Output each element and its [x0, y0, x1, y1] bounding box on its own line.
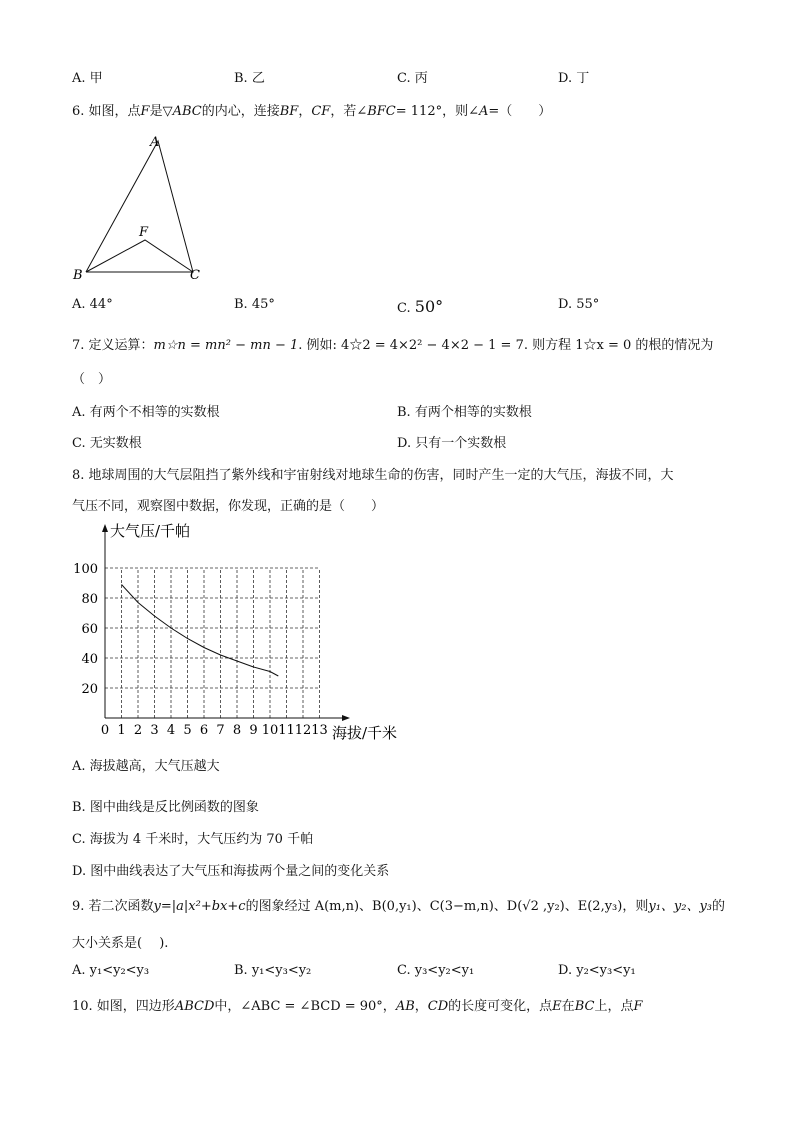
q7-stem-line1: [72, 334, 713, 353]
q6-option-c: [397, 297, 443, 316]
q5-option-b: B. 乙: [234, 71, 265, 86]
q6-option-c-value: 50°: [414, 297, 444, 316]
q6-stem-mid3: ，若∠: [330, 104, 368, 119]
q6-angle-a: A: [478, 104, 489, 119]
label-b: B: [73, 268, 83, 283]
y-axis-arrow: [102, 524, 108, 532]
x-tick-label: 3: [150, 723, 159, 738]
y-tick-label: 80: [81, 592, 98, 607]
q6-option-c-label: C.: [397, 301, 411, 316]
q6-option-d: D. 55°: [558, 297, 600, 312]
x-tick-label: 12: [294, 723, 312, 738]
q6-triangle: ▽ABC: [162, 104, 202, 119]
q10-mid2: ，: [414, 999, 428, 1014]
q8-option-a: A. 海拔越高，大气压越大: [72, 759, 220, 774]
q6-stem-mid: 是: [149, 104, 163, 119]
chart-x-label: 海拔/千米: [332, 724, 398, 742]
q10-stem: [72, 995, 642, 1014]
x-tick-label: 7: [216, 723, 225, 738]
x-tick-label: 6: [199, 723, 209, 738]
x-tick-label: 0: [100, 723, 110, 738]
x-tick-label: 8: [232, 723, 242, 738]
q8-option-b: B. 图中曲线是反比例函数的图象: [72, 800, 259, 815]
triangle-abc: [86, 141, 193, 272]
q6-stem-mid4: = 112°，则∠: [395, 104, 479, 119]
q6-comma: ，: [298, 104, 312, 119]
x-tick-label: 5: [183, 723, 192, 738]
y-tick-label: 20: [81, 682, 98, 697]
q7-stem-line2: （ ）: [72, 372, 112, 387]
q10-ab: AB: [395, 999, 415, 1014]
q9-option-d: D. y₂<y₃<y₁: [558, 963, 636, 978]
q7-option-d: D. 只有一个实数根: [397, 436, 507, 451]
y-tick-label: 100: [73, 562, 98, 577]
q6-triangle-figure: [68, 128, 218, 288]
q7-option-c: C. 无实数根: [72, 436, 142, 451]
q10-bc: BC: [574, 999, 595, 1014]
x-tick-label: 10: [261, 723, 279, 738]
x-tick-label: 4: [166, 723, 176, 738]
label-c: C: [190, 268, 200, 283]
q6-stem-prefix: 6. 如图，点: [72, 104, 141, 119]
q8-option-c: C. 海拔为 4 千米时，大气压约为 70 千帕: [72, 832, 314, 847]
q10-mid4: 在: [561, 999, 575, 1014]
chart-axes: [102, 524, 350, 721]
q7-example: . 例如: 4☆2 = 4×2² − 4×2 − 1 = 7: [298, 338, 524, 353]
chart-y-label: 大气压/千帕: [110, 522, 191, 540]
q9-prefix: 9. 若二次函数: [72, 899, 154, 914]
q10-f: F: [633, 999, 643, 1014]
q9-vars: y₁、y₂、y₃: [648, 899, 713, 914]
x-tick-label: 11: [278, 723, 295, 738]
q6-seg-cf: CF: [311, 104, 331, 119]
q10-mid5: 上，点: [594, 999, 634, 1014]
y-tick-label: 40: [81, 652, 98, 667]
q8-pressure-chart: [70, 518, 420, 748]
q8-option-d: D. 图中曲线表达了大气压和海拔两个量之间的变化关系: [72, 864, 390, 879]
q10-e: E: [552, 999, 562, 1014]
q8-stem-line2: 气压不同，观察图中数据，你发现，正确的是（ ）: [72, 499, 385, 514]
q6-seg-bf: BF: [279, 104, 299, 119]
label-a: A: [150, 135, 160, 150]
q9-end: 的: [712, 899, 726, 914]
q9-function: y=|a|x²+bx+c: [153, 899, 246, 914]
x-axis-arrow: [342, 715, 350, 721]
q6-stem-mid2: 的内心，连接: [201, 104, 280, 119]
x-tick-label: 13: [311, 723, 328, 738]
label-f: F: [139, 225, 149, 240]
q7-option-a: A. 有两个不相等的实数根: [72, 405, 220, 420]
q5-option-c: C. 丙: [397, 71, 428, 86]
q7-formula: m☆n = mn² − mn − 1: [153, 338, 299, 353]
chart-grid: [105, 568, 320, 718]
x-tick-label: 1: [117, 723, 126, 738]
q10-cd: CD: [427, 999, 449, 1014]
q6-stem: [72, 100, 551, 119]
x-tick-label: 2: [133, 723, 143, 738]
chart-y-ticks: [73, 562, 98, 697]
q6-stem-end: =（ ）: [488, 104, 552, 119]
q7-option-b: B. 有两个相等的实数根: [397, 405, 532, 420]
q9-stem-line1: [72, 895, 725, 914]
q9-option-a: A. y₁<y₂<y₃: [72, 963, 150, 978]
q7-prefix: 7. 定义运算：: [72, 338, 154, 353]
q5-option-d: D. 丁: [558, 71, 590, 86]
q7-suffix: . 则方程 1☆x = 0 的根的情况为: [523, 338, 714, 353]
q9-option-b: B. y₁<y₃<y₂: [234, 963, 312, 978]
q6-option-b: B. 45°: [234, 297, 275, 312]
q10-mid3: 的长度可变化，点: [448, 999, 553, 1014]
q9-option-c: C. y₃<y₂<y₁: [397, 963, 475, 978]
q8-stem-line1: 8. 地球周围的大气层阻挡了紫外线和宇宙射线对地球生命的伤害，同时产生一定的大气压，海拔不同，大: [72, 468, 674, 483]
segments-bf-cf: [86, 240, 193, 272]
y-tick-label: 60: [81, 622, 98, 637]
q6-option-a: A. 44°: [72, 297, 113, 312]
chart-x-ticks: [101, 723, 328, 738]
x-tick-label: 9: [249, 723, 258, 738]
q9-stem-line2: 大小关系是( ).: [72, 936, 169, 951]
q6-var-f: F: [140, 104, 150, 119]
q10-quad: ABCD: [174, 999, 215, 1014]
q10-prefix: 10. 如图，四边形: [72, 999, 175, 1014]
q10-mid1: 中，∠ABC = ∠BCD = 90°，: [214, 999, 396, 1014]
q9-mid: 的图象经过 A(m,n)、B(0,y₁)、C(3−m,n)、D(√2 ,y₂)、E(2,y₃)，则: [245, 899, 649, 914]
q6-angle-bfc: BFC: [367, 104, 396, 119]
q5-option-a: A. 甲: [72, 71, 103, 86]
